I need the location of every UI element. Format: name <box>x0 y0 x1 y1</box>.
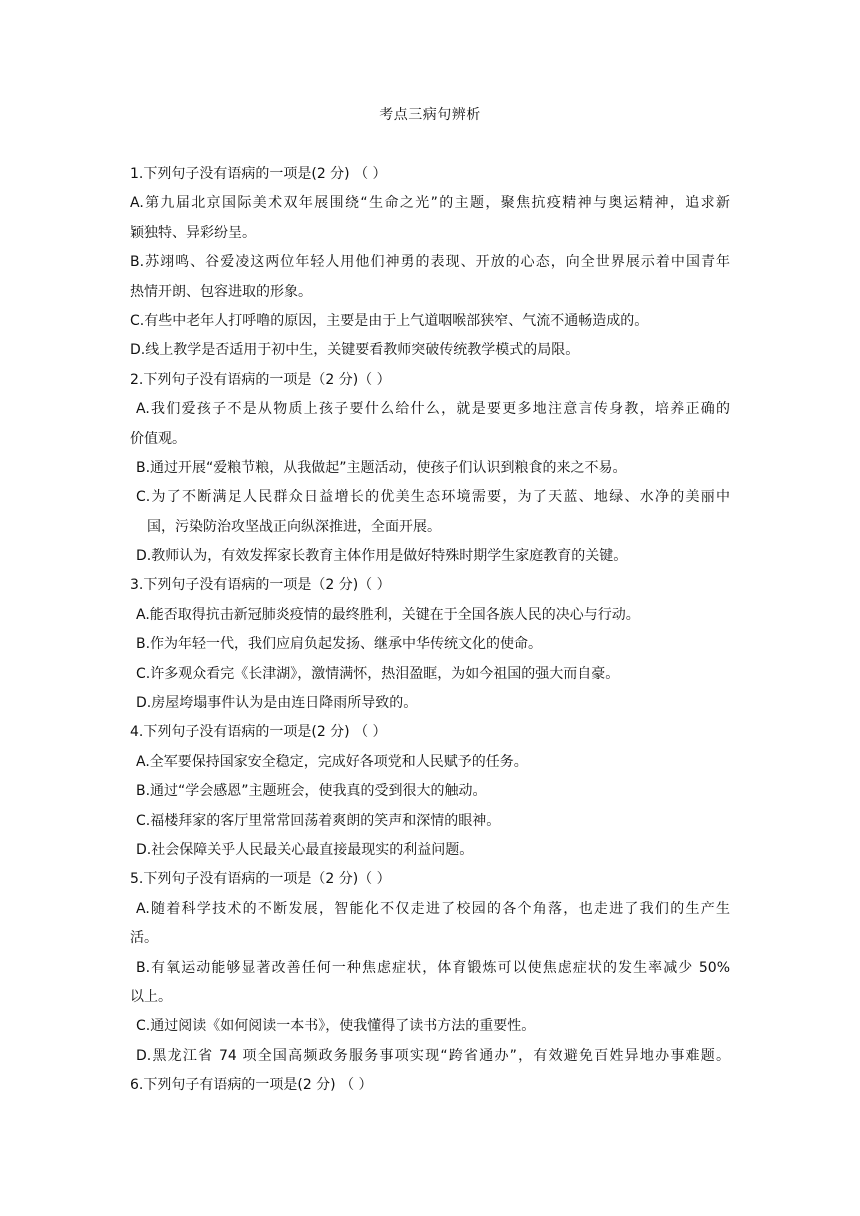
page-title: 考点三病句辨析 <box>379 107 481 123</box>
text-line: C.福楼拜家的客厅里常常回荡着爽朗的笑声和深情的眼神。 <box>136 812 501 829</box>
text-line: B.有氧运动能够显著改善任何一种焦虑症状，体育锻炼可以使焦虑症状的发生率减少 50% <box>136 959 730 976</box>
text-line: D.教师认为，有效发挥家长教育主体作用是做好特殊时期学生家庭教育的关键。 <box>136 548 628 565</box>
question-stem: 1.下列句子没有语病的一项是(2 分) （ ） <box>130 166 387 182</box>
question-stem: 2.下列句子没有语病的一项是（2 分)（ ） <box>130 371 391 388</box>
text-line: D.社会保障关乎人民最关心最直接最现实的利益问题。 <box>136 841 474 858</box>
text-line: 国，污染防治攻坚战正向纵深推进，全面开展。 <box>147 518 441 535</box>
text-line: 颖独特、异彩纷呈。 <box>130 224 256 241</box>
text-line: 活。 <box>130 930 158 947</box>
text-line: A.我们爱孩子不是从物质上孩子要什么给什么，就是要更多地注意言传身教，培养正确的 <box>136 401 730 418</box>
text-line: A.能否取得抗击新冠肺炎疫情的最终胜利，关键在于全国各族人民的决心与行动。 <box>136 606 640 623</box>
text-line: D.线上教学是否适用于初中生，关键要看教师突破传统教学模式的局限。 <box>130 342 580 359</box>
text-line: D.房屋垮塌事件认为是由连日降雨所导致的。 <box>136 695 418 712</box>
text-line: C.为了不断满足人民群众日益增长的优美生态环境需要，为了天蓝、地绿、水净的美丽中 <box>136 489 730 506</box>
text-line: B.苏翊鸣、谷爱凌这两位年轻人用他们神勇的表现、开放的心态，向全世界展示着中国青年 <box>130 254 730 271</box>
text-line: D.黑龙江省 74 项全国高频政务服务事项实现“跨省通办”，有效避免百姓异地办事难题。 <box>136 1047 730 1064</box>
text-line: B.通过“学会感恩”主题班会，使我真的受到很大的触动。 <box>136 783 487 800</box>
text-line: B.通过开展“爱粮节粮，从我做起”主题活动，使孩子们认识到粮食的来之不易。 <box>136 459 627 476</box>
text-line: A.全军要保持国家安全稳定，完成好各项党和人民赋予的任务。 <box>136 753 528 770</box>
text-line: 价值观。 <box>130 430 186 447</box>
question-stem: 3.下列句子没有语病的一项是（2 分)（ ） <box>130 577 391 594</box>
text-line: 热情开朗、包容进取的形象。 <box>130 283 312 300</box>
text-line: A.第九届北京国际美术双年展围绕“生命之光”的主题，聚焦抗疫精神与奥运精神，追求新 <box>130 195 730 212</box>
text-line: A.随着科学技术的不断发展，智能化不仅走进了校园的各个角落，也走进了我们的生产生 <box>136 900 730 917</box>
question-stem: 6.下列句子有语病的一项是(2 分) （ ） <box>130 1077 373 1094</box>
question-stem: 4.下列句子没有语病的一项是(2 分) （ ） <box>130 724 387 741</box>
text-line: C.通过阅读《如何阅读一本书》，使我懂得了读书方法的重要性。 <box>136 1018 536 1035</box>
text-line: C.许多观众看完《长津湖》，激情满怀，热泪盈眶，为如今祖国的强大而自豪。 <box>136 665 620 682</box>
text-line: 以上。 <box>130 988 172 1005</box>
question-list <box>130 160 730 1101</box>
text-line: B.作为年轻一代，我们应肩负起发扬、继承中华传统文化的使命。 <box>136 636 543 653</box>
text-line: C.有些中老年人打呼噜的原因，主要是由于上气道咽喉部狭窄、气流不通畅造成的。 <box>130 312 649 329</box>
question-stem: 5.下列句子没有语病的一项是（2 分)（ ） <box>130 871 391 888</box>
